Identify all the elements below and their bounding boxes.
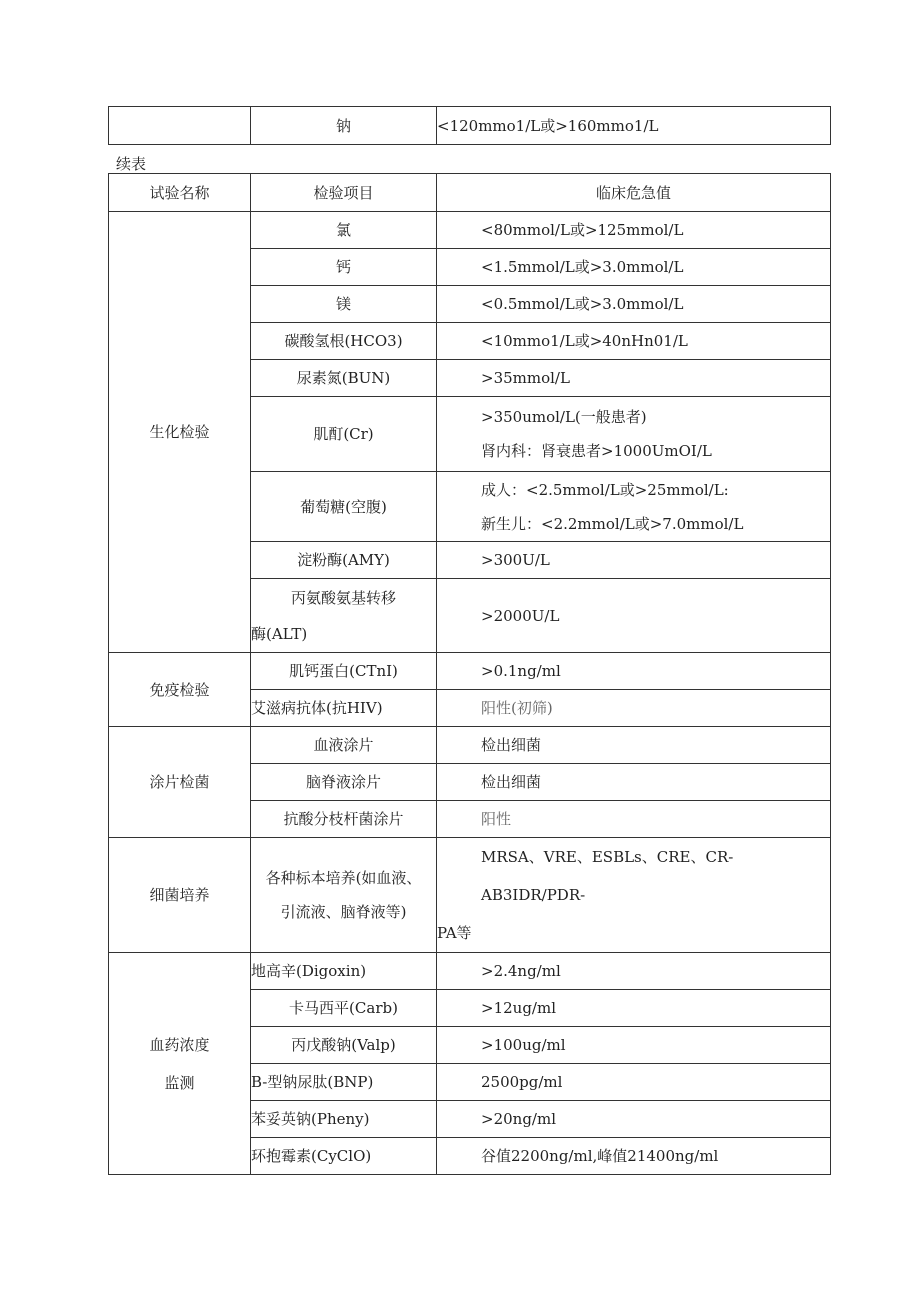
value-cell: >35mmol/L — [437, 360, 831, 397]
group-drug — [109, 953, 251, 1175]
value-cell: <10mmo1/L或>40nHn01/L — [437, 323, 831, 360]
value-cell: 2500pg/ml — [437, 1064, 831, 1101]
item-cell: 淀粉酶(AMY) — [251, 542, 437, 579]
top-fragment-table — [108, 106, 831, 145]
item-cell: 丙戊酸钠(Valp) — [251, 1027, 437, 1064]
value-cell: <1.5mmol/L或>3.0mmol/L — [437, 249, 831, 286]
group-immune: 免疫检验 — [109, 653, 251, 727]
item-cell: 尿素氮(BUN) — [251, 360, 437, 397]
group-smear: 涂片检菌 — [109, 727, 251, 838]
value-cell: >300U/L — [437, 542, 831, 579]
table-row — [109, 107, 831, 145]
item-cell: 碳酸氢根(HCO3) — [251, 323, 437, 360]
value-cell: 谷值2200ng/ml,峰值21400ng/ml — [437, 1138, 831, 1175]
item-cell — [251, 838, 437, 953]
value-cell: >2000U/L — [437, 579, 831, 653]
item-cell — [251, 579, 437, 653]
table-row — [109, 953, 831, 990]
item-line: 酶(ALT) — [251, 624, 308, 643]
item-cell: 氯 — [251, 212, 437, 249]
value-cell — [437, 472, 831, 542]
value-line: 肾内科：肾衰患者>1000UmOI/L — [481, 442, 712, 460]
item-cell: 肌酊(Cr) — [251, 397, 437, 472]
item-cell: 地高辛(Digoxin) — [251, 953, 437, 990]
item-cell: 环抱霉素(CyClO) — [251, 1138, 437, 1175]
value-line: 成人：<2.5mmol/L或>25mmol/L: — [481, 480, 729, 499]
value-line: >350umol/L(一般患者) — [481, 408, 647, 426]
header-critical-value: 临床危急值 — [437, 174, 831, 212]
value-cell: >2.4ng/ml — [437, 953, 831, 990]
critical-values-table — [108, 173, 831, 1175]
value-line: MRSA、VRE、ESBLs、CRE、CR-AB3IDR/PDR- — [481, 848, 734, 904]
item-line: 各种标本培养(如血液、 — [265, 869, 422, 887]
item-line: 引流液、脑脊液等) — [280, 903, 407, 921]
value-cell: <80mmol/L或>125mmol/L — [437, 212, 831, 249]
value-cell — [437, 838, 831, 953]
group-culture: 细菌培养 — [109, 838, 251, 953]
value-line: PA等 — [437, 924, 472, 942]
header-row — [109, 174, 831, 212]
empty-cell — [109, 107, 251, 145]
header-test-name: 试验名称 — [109, 174, 251, 212]
value-cell: 检出细菌 — [437, 727, 831, 764]
table-row — [109, 653, 831, 690]
table-row — [109, 212, 831, 249]
item-cell: 苯妥英钠(Pheny) — [251, 1101, 437, 1138]
value-cell: <120mmo1/L或>160mmo1/L — [437, 107, 831, 145]
table-row — [109, 727, 831, 764]
value-cell: >0.1ng/ml — [437, 653, 831, 690]
value-cell: 阳性 — [437, 801, 831, 838]
value-cell: >12ug/ml — [437, 990, 831, 1027]
item-cell: 抗酸分枝杆菌涂片 — [251, 801, 437, 838]
item-line: 丙氨酸氨基转移 — [291, 588, 397, 607]
value-line: 新生儿：<2.2mmol/L或>7.0mmol/L — [481, 514, 744, 533]
value-cell: 阳性(初筛) — [437, 690, 831, 727]
value-cell — [437, 397, 831, 472]
item-cell: 镁 — [251, 286, 437, 323]
group-name-line: 血药浓度 — [149, 1035, 210, 1054]
item-cell: 脑脊液涂片 — [251, 764, 437, 801]
item-cell: B-型钠尿肽(BNP) — [251, 1064, 437, 1101]
item-cell: 钠 — [251, 107, 437, 145]
value-cell: >20ng/ml — [437, 1101, 831, 1138]
value-cell: 检出细菌 — [437, 764, 831, 801]
group-name-line: 监测 — [164, 1073, 195, 1092]
item-cell: 血液涂片 — [251, 727, 437, 764]
group-biochem: 生化检验 — [109, 212, 251, 653]
item-cell: 卡马西平(Carb) — [251, 990, 437, 1027]
value-cell: <0.5mmol/L或>3.0mmol/L — [437, 286, 831, 323]
item-cell: 钙 — [251, 249, 437, 286]
continued-label: 续表 — [116, 155, 147, 173]
item-cell: 葡萄糖(空腹) — [251, 472, 437, 542]
item-cell: 艾滋病抗体(抗HIV) — [251, 690, 437, 727]
item-cell: 肌钙蛋白(CTnI) — [251, 653, 437, 690]
value-cell: >100ug/ml — [437, 1027, 831, 1064]
table-row — [109, 838, 831, 953]
header-item: 检验项目 — [251, 174, 437, 212]
